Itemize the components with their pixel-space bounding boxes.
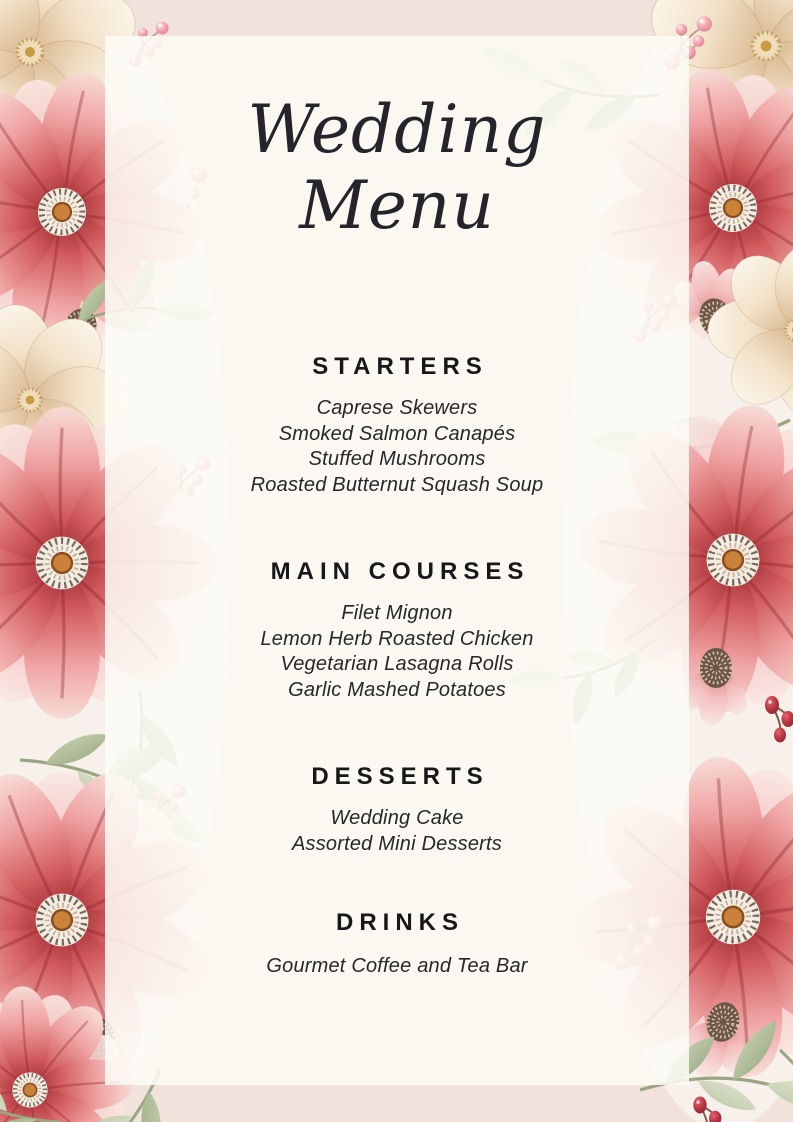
section-heading-desserts: DESSERTS [311, 763, 489, 790]
menu-item: Roasted Butternut Squash Soup [250, 473, 544, 496]
menu-item: Caprese Skewers [316, 397, 478, 419]
section-starters [105, 352, 689, 498]
section-drinks [105, 908, 689, 980]
menu-item: Wedding Cake [330, 807, 464, 829]
menu-item: Assorted Mini Desserts [291, 832, 502, 855]
section-heading-main-courses: MAIN COURSES [270, 558, 530, 585]
menu-item: Lemon Herb Roasted Chicken [260, 627, 534, 650]
menu-item: Gourmet Coffee and Tea Bar [266, 955, 528, 977]
menu-item: Smoked Salmon Canapés [278, 422, 516, 445]
menu-title-line1: Wedding [247, 91, 547, 168]
section-items-desserts [105, 806, 689, 857]
section-items-starters [105, 396, 689, 498]
menu-panel [105, 36, 689, 1085]
menu-item: Filet Mignon [341, 602, 453, 624]
section-main-courses [105, 557, 689, 703]
menu-item: Vegetarian Lasagna Rolls [280, 653, 514, 675]
section-items-drinks [105, 954, 689, 980]
section-desserts [105, 762, 689, 857]
section-heading-starters: STARTERS [312, 353, 488, 380]
menu-title-line2: Menu [299, 167, 495, 244]
menu-title [105, 92, 689, 244]
menu-item: Stuffed Mushrooms [308, 448, 486, 470]
section-heading-drinks: DRINKS [335, 909, 464, 936]
menu-item: Garlic Mashed Potatoes [288, 678, 506, 701]
section-items-main-courses [105, 601, 689, 703]
